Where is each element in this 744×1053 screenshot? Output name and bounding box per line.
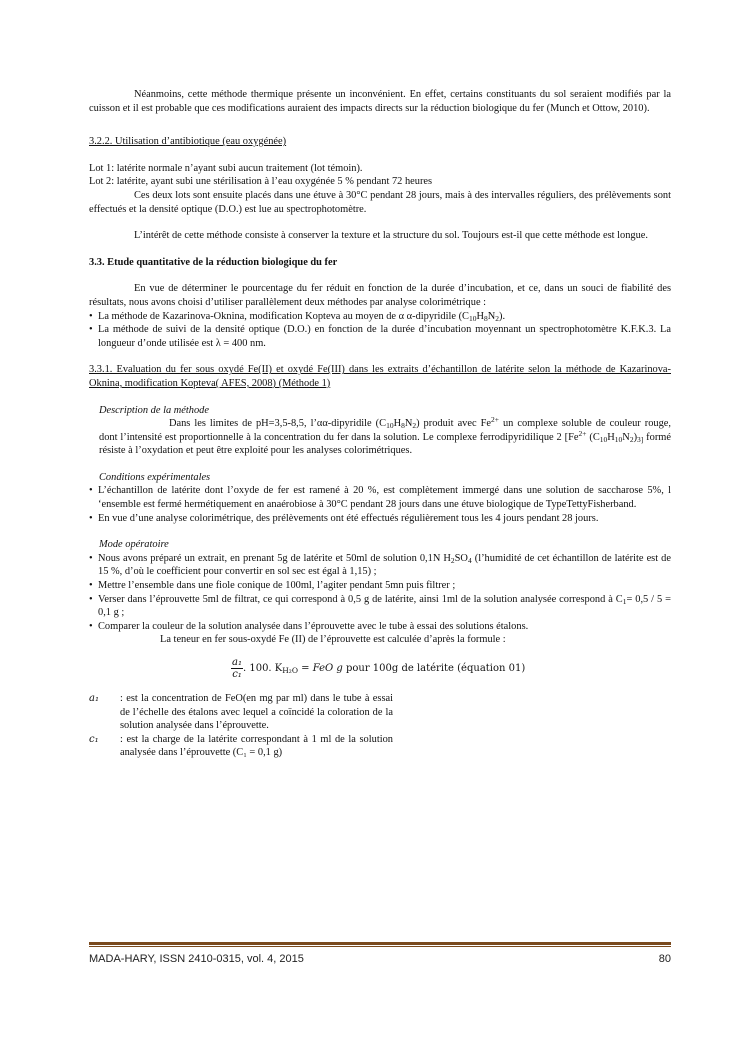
conditions-title: Conditions expérimentales (99, 471, 211, 483)
list-item: • La méthode de suivi de la densité optique (D.O.) en fonction de la durée d’incubation moyennant un spectrophotomètre K.F.K.3. La longueur d’onde utilisée est λ = 400 nm. (89, 323, 671, 350)
page-number: 80 (658, 953, 671, 965)
footer (89, 953, 671, 967)
description-text: Dans les limites de pH=3,5-8,5, l’αα-dipyridile $(C_{10}H_8N_2)$ produit avec $Fe^{2+}$ un complexe soluble de couleur rouge, dont l’intensité est proportionnelle à la concentration du fer dans la solution. Le complexe ferrodipyridilique 2 [$Fe^{2+}$ $(C_{10}H_{10}N_2)_{3]}$ formé résiste à l’oxydation et peut être exploité pour les analyses colorimétriques. (99, 415, 671, 457)
list-item: • L’échantillon de latérite dont l’oxyde de fer est ramené à 20 %, est complètement immergé dans une solution de saccharose 5%, l ‘ensemble est fermé hermétiquement en anaérobiose à 30°C pendant 28 jours dans une étuve biologique de TypeTettyFisherband. (89, 484, 671, 511)
teneur-text: La teneur en fer sous-oxydé Fe (II) de l’éprouvette est calculée d’après la formule : (160, 634, 506, 646)
fraction: $\frac{\text{a₁}}{\text{c₁}}$ (232, 657, 242, 680)
heading-3-2-2: 3.2.2. Utilisation d’antibiotique (eau oxygénée) (89, 136, 287, 148)
footer-rule (89, 942, 671, 945)
mode-list (89, 552, 671, 634)
conditions-list (89, 484, 671, 525)
footer-rule-thin (89, 946, 671, 947)
mode-title: Mode opératoire (99, 539, 169, 551)
definitions (89, 692, 393, 760)
description-title: Description de la méthode (99, 404, 209, 416)
definition-a1: a₁ : est la concentration de FeO(en mg par ml) dans le tube à essai de l’échelle des étalons avec lequel a coïncidé la coloration de la solution analysée dans l’éprouvette. (89, 693, 393, 732)
list-item: • Comparer la couleur de la solution analysée dans l’éprouvette avec le tube à essai des solutions étalons. (89, 620, 671, 634)
paragraph-3-3: En vue de déterminer le pourcentage du fer réduit en fonction de la durée d’incubation, et ce, dans un souci de fiabilité des résultats, nous avons choisi d’utiliser parallèlement deux méthodes par analyse colorimétrique : (89, 283, 671, 308)
paragraph-lots: Ces deux lots sont ensuite placés dans une étuve à 30°C pendant 28 jours, mais à des intervalles réguliers, des prélèvements sont effectués et la densité optique (D.O.) est lue au spectrophotomètre. (89, 189, 671, 215)
paragraph-thermal-drawback: Néanmoins, cette méthode thermique présente un inconvénient. En effet, certains constituants du sol seraient modifiés par la cuisson et il est probable que ces modifications auraient des impacts directs sur la réduction biologique du fer (Munch et Ottow, 2010). (89, 89, 671, 114)
paragraph-interet: L’intérêt de cette méthode consiste à conserver la texture et la structure du sol. Toujours est-il que cette méthode est longue. (134, 230, 649, 242)
list-item: • En vue d’une analyse colorimétrique, des prélèvements ont été effectués régulièrement tous les 4 jours pendant 28 jours. (89, 512, 671, 526)
list-item: • Mettre l’ensemble dans une fiole conique de 100ml, l’agiter pendant 5mn puis filtrer ; (89, 579, 671, 593)
heading-3-3: 3.3. Etude quantitative de la réduction biologique du fer (89, 256, 338, 268)
methods-list (89, 310, 671, 351)
page-body (89, 88, 671, 760)
heading-3-3-1: 3.3.1. Evaluation du fer sous oxydé Fe(II) et oxydé Fe(III) dans les extraits d’échantillon de latérite selon la méthode de Kazarinova-Oknina, modification Kopteva( AFES, 2008) (Méthode 1) (89, 364, 671, 389)
lot-1: Lot 1: latérite normale n’ayant subi aucun traitement (lot témoin). (89, 162, 363, 174)
definition-c1: c₁ : est la charge de la latérite correspondant à 1 ml de la solution analysée dans l’éprouvette (C₁ = 0,1 g) (89, 733, 393, 759)
list-item: • Nous avons préparé un extrait, en prenant 5g de latérite et 50ml de solution 0,1N $H_2SO_4$ (l’humidité de cet échantillon de latérite est de 15 %, d’où le coefficient pour convertir en sol sec est égal à 1,15) ; (89, 552, 671, 579)
equation-01: $\frac{\text{a₁}}{\text{c₁}}$ . 100. $K_{H_2O}$ = FeO g pour 100g de latérite (équation 01) (232, 657, 526, 680)
list-item: • Verser dans l’éprouvette 5ml de filtrat, ce qui correspond à 0,5 g de latérite, ainsi 1ml de la solution analysée correspond à $C_1= 0,5 / 5 = 0,1$ g ; (89, 593, 671, 620)
list-item: • La méthode de Kazarinova-Oknina, modification Kopteva au moyen de α α-dipyridile $(C_{10}H_8N_2)$. (89, 310, 671, 324)
journal-citation: MADA-HARY, ISSN 2410-0315, vol. 4, 2015 (89, 953, 304, 965)
lot-2: Lot 2: latérite, ayant subi une stérilisation à l’eau oxygénée 5 % pendant 72 heures (89, 176, 433, 188)
